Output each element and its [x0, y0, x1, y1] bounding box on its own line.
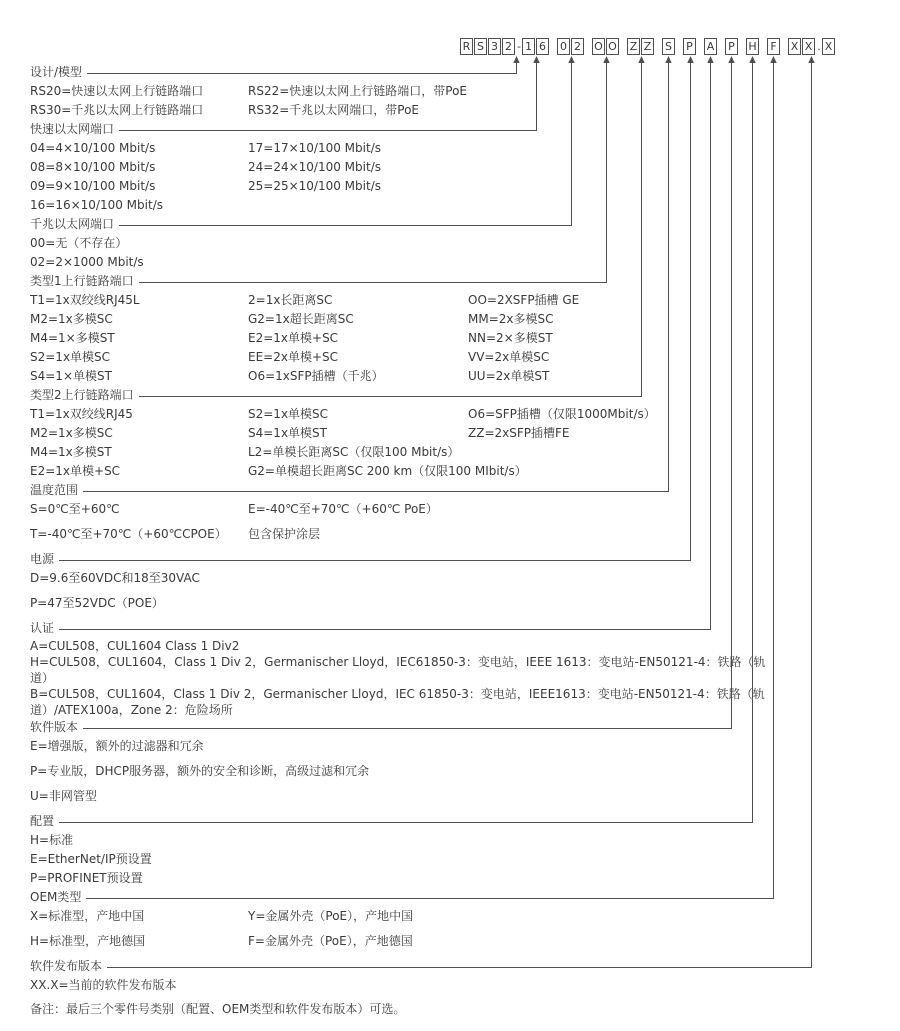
code-char-box: O — [606, 38, 619, 55]
section-12 — [30, 957, 872, 995]
code-gap — [676, 38, 683, 39]
code-gap — [655, 38, 662, 39]
spec-row — [30, 291, 872, 310]
spec-row — [30, 762, 872, 781]
spec-cell: P=PROFINET预设置 — [30, 871, 143, 885]
spec-cell: U=非网管型 — [30, 789, 97, 803]
spec-row — [30, 234, 872, 253]
spec-row — [30, 443, 872, 462]
code-char-box: S — [474, 38, 487, 55]
spec-cell: M4=1×多模ST — [30, 331, 115, 345]
spec-cell: T1=1x双绞线RJ45L — [30, 293, 140, 307]
section-header — [30, 215, 872, 234]
spec-row — [30, 686, 872, 718]
section-header — [30, 550, 872, 569]
spec-cell: S=0℃至+60℃ — [30, 502, 120, 516]
spec-sections — [30, 63, 872, 1019]
section-header — [30, 957, 872, 976]
spec-cell: 00=无（不存在） — [30, 236, 128, 250]
section-3 — [30, 215, 872, 272]
spec-cell: O6=SFP插槽（仅限1000Mbit/s） — [468, 407, 656, 421]
spec-cell: 25=25×10/100 Mbit/s — [248, 179, 381, 193]
code-char-box: Z — [627, 38, 640, 55]
spec-cell: L2=单模长距离SC（仅限100 Mbit/s） — [248, 445, 460, 459]
spec-cell: Y=金属外壳（PoE），产地中国 — [248, 909, 414, 923]
spec-row — [30, 525, 872, 544]
spec-cell: G2=单模超长距离SC 200 km（仅限100 MIbit/s） — [248, 464, 527, 478]
spec-row — [30, 638, 872, 654]
spec-cell: UU=2x单模ST — [468, 369, 550, 383]
spec-row — [30, 850, 872, 869]
section-6 — [30, 481, 872, 544]
code-char-box: X — [822, 38, 835, 55]
section-header — [30, 386, 872, 405]
spec-row — [30, 737, 872, 756]
spec-cell: M4=1x多模ST — [30, 445, 112, 459]
spec-cell: RS32=千兆以太网端口，带PoE — [248, 103, 420, 117]
spec-cell: O6=1xSFP插槽（千兆） — [248, 369, 384, 383]
spec-row — [30, 253, 872, 272]
code-char-box: 2 — [571, 38, 584, 55]
section-header — [30, 481, 872, 500]
section-label: 千兆以太网端口 — [30, 217, 115, 231]
code-char-box: O — [592, 38, 605, 55]
section-2 — [30, 120, 872, 215]
spec-cell: F=金属外壳（PoE），产地德国 — [248, 934, 413, 948]
spec-row — [30, 177, 872, 196]
spec-cell: P=专业版，DHCP服务器，额外的安全和诊断，高级过滤和冗余 — [30, 764, 370, 778]
code-char-box: S — [662, 38, 675, 55]
section-label: 软件发布版本 — [30, 959, 103, 973]
spec-cell: RS30=千兆以太网上行链路端口 — [30, 103, 204, 117]
code-char-box: X — [802, 38, 815, 55]
code-gap — [718, 38, 725, 39]
spec-row — [30, 82, 872, 101]
spec-row — [30, 869, 872, 888]
code-gap — [585, 38, 592, 39]
spec-cell: 包含保护涂层 — [248, 527, 321, 541]
spec-cell: 04=4×10/100 Mbit/s — [30, 141, 156, 155]
spec-cell: RS22=快速以太网上行链路端口，带PoE — [248, 84, 468, 98]
spec-row — [30, 329, 872, 348]
spec-cell: 08=8×10/100 Mbit/s — [30, 160, 156, 174]
spec-row — [30, 405, 872, 424]
section-11 — [30, 888, 872, 951]
spec-row — [30, 196, 872, 215]
section-4 — [30, 272, 872, 386]
spec-cell: E2=1x单模+SC — [30, 464, 121, 478]
section-label: 设计/模型 — [30, 65, 83, 79]
section-header — [30, 619, 872, 638]
code-char-box: Z — [641, 38, 654, 55]
spec-cell: 2=1x长距离SC — [248, 293, 333, 307]
spec-cell: G2=1x超长距离SC — [248, 312, 354, 326]
spec-row — [30, 367, 872, 386]
section-header — [30, 718, 872, 737]
section-header — [30, 120, 872, 139]
spec-row — [30, 101, 872, 120]
spec-cell: D=9.6至60VDC和18至30VAC — [30, 571, 200, 585]
spec-cell: 09=9×10/100 Mbit/s — [30, 179, 156, 193]
spec-cell: 17=17×10/100 Mbit/s — [248, 141, 381, 155]
code-char-box: P — [683, 38, 696, 55]
section-label: 温度范围 — [30, 483, 79, 497]
spec-cell: S2=1x单模SC — [30, 350, 111, 364]
spec-cell: 16=16×10/100 Mbit/s — [30, 198, 163, 212]
spec-cell: T=-40℃至+70℃（+60℃CPOE） — [30, 527, 227, 541]
spec-cell: M2=1x多模SC — [30, 312, 113, 326]
spec-row — [30, 424, 872, 443]
spec-cell: M2=1x多模SC — [30, 426, 113, 440]
section-header — [30, 63, 872, 82]
spec-cell: P=47至52VDC（POE） — [30, 596, 164, 610]
spec-row — [30, 462, 872, 481]
spec-cell: MM=2x多模SC — [468, 312, 554, 326]
spec-cell: A=CUL508，CUL1604 Class 1 Div2 — [30, 639, 240, 653]
code-char-box: X — [788, 38, 801, 55]
code-char-box: 2 — [502, 38, 515, 55]
section-header — [30, 812, 872, 831]
section-label: OEM类型 — [30, 890, 82, 904]
code-char-box: H — [746, 38, 759, 55]
part-number — [460, 38, 836, 55]
spec-row — [30, 831, 872, 850]
section-header — [30, 272, 872, 291]
spec-row — [30, 139, 872, 158]
code-char-box: A — [704, 38, 717, 55]
code-char-box: F — [767, 38, 780, 55]
code-gap — [697, 38, 704, 39]
code-separator: . — [817, 40, 821, 53]
section-1 — [30, 63, 872, 120]
spec-row — [30, 594, 872, 613]
spec-cell: E=-40℃至+70℃（+60℃ PoE） — [248, 502, 438, 516]
code-separator: - — [517, 40, 521, 53]
code-char-box: 6 — [536, 38, 549, 55]
section-label: 电源 — [30, 552, 55, 566]
spec-cell: B=CUL508，CUL1604，Class 1 Div 2，Germanischer Lloyd，IEC 61850-3：变电站，IEEE1613：变电站-EN50121-4：铁路（轨道）/ATEX100a，Zone 2：危险场所 — [30, 687, 765, 717]
code-gap — [550, 38, 557, 39]
section-8 — [30, 619, 872, 718]
section-label: 认证 — [30, 621, 55, 635]
code-gap — [781, 38, 788, 39]
spec-row — [30, 158, 872, 177]
spec-cell: S4=1x单模ST — [248, 426, 327, 440]
spec-row — [30, 310, 872, 329]
section-label: 配置 — [30, 814, 55, 828]
code-gap — [620, 38, 627, 39]
spec-cell: VV=2x单模SC — [468, 350, 550, 364]
spec-cell: S2=1x单模SC — [248, 407, 329, 421]
spec-cell: E=增强版，额外的过滤器和冗余 — [30, 739, 204, 753]
section-label: 类型1上行链路端口 — [30, 274, 134, 288]
spec-row — [30, 500, 872, 519]
spec-row — [30, 907, 872, 926]
spec-cell: OO=2XSFP插槽 GE — [468, 293, 580, 307]
spec-row — [30, 348, 872, 367]
spec-row — [30, 932, 872, 951]
section-5 — [30, 386, 872, 481]
spec-cell: RS20=快速以太网上行链路端口 — [30, 84, 204, 98]
section-9 — [30, 718, 872, 806]
code-char-box: 0 — [557, 38, 570, 55]
spec-cell: 24=24×10/100 Mbit/s — [248, 160, 381, 174]
section-label: 快速以太网端口 — [30, 122, 115, 136]
spec-cell: 02=2×1000 Mbit/s — [30, 255, 144, 269]
code-char-box: 3 — [488, 38, 501, 55]
spec-row — [30, 787, 872, 806]
spec-cell: XX.X=当前的软件发布版本 — [30, 978, 177, 992]
section-7 — [30, 550, 872, 613]
spec-cell: H=CUL508，CUL1604，Class 1 Div 2，Germanischer Lloyd，IEC61850-3：变电站，IEEE 1613：变电站-EN50121-4：铁路（轨道） — [30, 655, 766, 685]
code-gap — [739, 38, 746, 39]
code-char-box: R — [460, 38, 473, 55]
code-char-box: P — [725, 38, 738, 55]
spec-cell: ZZ=2xSFP插槽FE — [468, 426, 570, 440]
footer-note: 备注：最后三个零件号类别（配置、OEM类型和软件发布版本）可选。 — [30, 1002, 406, 1016]
spec-row — [30, 976, 872, 995]
spec-cell: T1=1x双绞线RJ45 — [30, 407, 133, 421]
section-10 — [30, 812, 872, 888]
code-char-box: 1 — [522, 38, 535, 55]
section-header — [30, 888, 872, 907]
spec-cell: EE=2x单模+SC — [248, 350, 339, 364]
code-gap — [760, 38, 767, 39]
section-label: 类型2上行链路端口 — [30, 388, 134, 402]
spec-cell: H=标准型，产地德国 — [30, 934, 146, 948]
section-label: 软件版本 — [30, 720, 79, 734]
spec-cell: X=标准型，产地中国 — [30, 909, 145, 923]
spec-cell: E=EtherNet/IP预设置 — [30, 852, 152, 866]
spec-cell: E2=1x单模+SC — [248, 331, 339, 345]
spec-cell: NN=2×多模ST — [468, 331, 553, 345]
spec-row — [30, 569, 872, 588]
spec-cell: H=标准 — [30, 833, 74, 847]
spec-cell: S4=1×单模ST — [30, 369, 112, 383]
spec-row — [30, 654, 872, 686]
